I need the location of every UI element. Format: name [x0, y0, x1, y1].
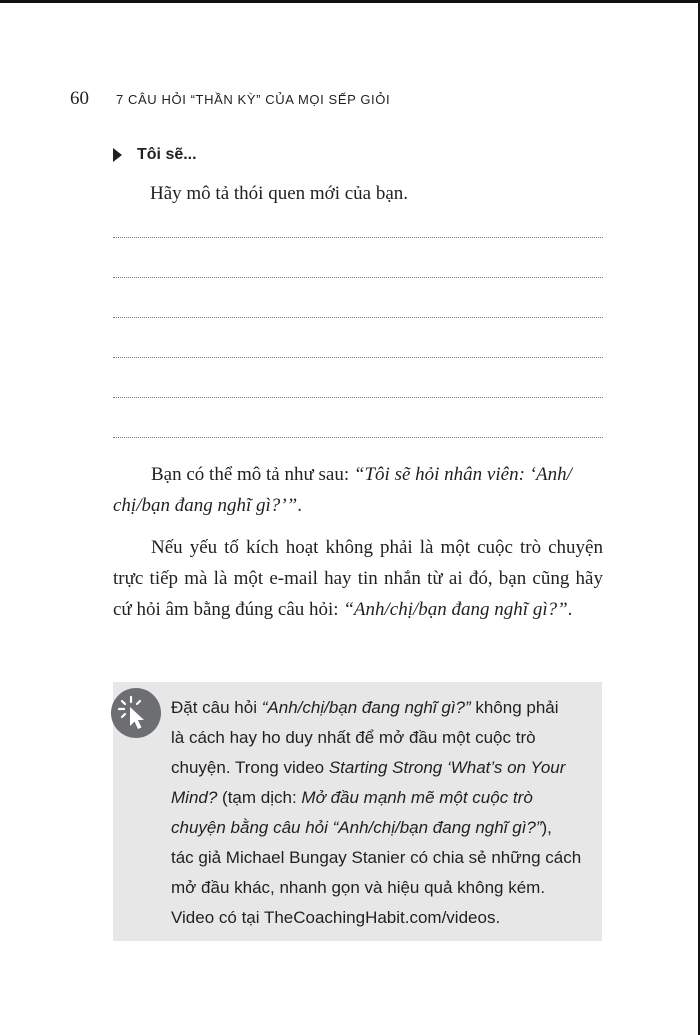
paragraph-quote: chị/bạn đang nghĩ gì?’” [113, 495, 298, 516]
tip-line: mở đầu khác, nhanh gọn và hiệu quả không kém. [171, 878, 546, 897]
page-number: 60 [70, 88, 89, 109]
writing-line[interactable] [113, 397, 603, 398]
tip-line-url: Video có tại TheCoachingHabit.com/videos. [171, 908, 501, 927]
writing-lines [113, 237, 603, 477]
writing-line[interactable] [113, 437, 603, 438]
book-title: 7 CÂU HỎI “THẦN KỲ” CỦA MỌI SẾP GIỎI [116, 92, 391, 107]
paragraph-quote: “Anh/chị/bạn đang nghĩ gì?” [343, 599, 568, 620]
click-pointer-icon [111, 688, 161, 738]
tip-line: tác giả Michael Bungay Stanier có chia sẻ những cách [171, 848, 582, 867]
writing-line[interactable] [113, 357, 603, 358]
paragraph-text: Bạn có thể mô tả như sau: [151, 464, 354, 485]
running-header [70, 88, 390, 110]
section-title: Tôi sẽ... [137, 146, 197, 163]
tip-line: Mind? (tạm dịch: Mở đầu mạnh mẽ một cuộc trò [171, 788, 533, 807]
writing-line[interactable] [113, 277, 603, 278]
paragraph-trigger [113, 532, 603, 625]
tip-line: Đặt câu hỏi “Anh/chị/bạn đang nghĩ gì?” không phải [171, 698, 559, 717]
writing-line[interactable] [113, 237, 603, 238]
video-title: Mind? [171, 788, 218, 807]
tip-line: chuyện bằng câu hỏi “Anh/chị/bạn đang nghĩ gì?”), [171, 818, 552, 837]
writing-prompt: Hãy mô tả thói quen mới của bạn. [150, 183, 409, 204]
paragraph-text: . [297, 495, 302, 516]
tip-line: chuyện. Trong video Starting Strong ‘What’s on Your [171, 758, 566, 777]
paragraph-text: . [567, 599, 573, 620]
writing-line[interactable] [113, 317, 603, 318]
triangle-bullet-icon [113, 148, 122, 162]
video-title: Starting Strong ‘What’s on Your [328, 758, 566, 777]
paragraph-example [113, 459, 603, 521]
page-border-top [0, 0, 700, 3]
paragraph-text: Nếu yếu tố kích hoạt không phải là một cuộc trò chuyện trực tiếp mà là một e-mail hay tin nhắn từ ai đó, bạn cũng hãy cứ hỏi âm bằng đúng câu hỏi: [113, 537, 603, 620]
tip-text [171, 693, 596, 933]
section-heading [113, 146, 197, 164]
tip-line: là cách hay ho duy nhất để mở đầu một cuộc trò [171, 728, 536, 747]
paragraph-quote: “Tôi sẽ hỏi nhân viên: ‘Anh/ [353, 464, 572, 485]
